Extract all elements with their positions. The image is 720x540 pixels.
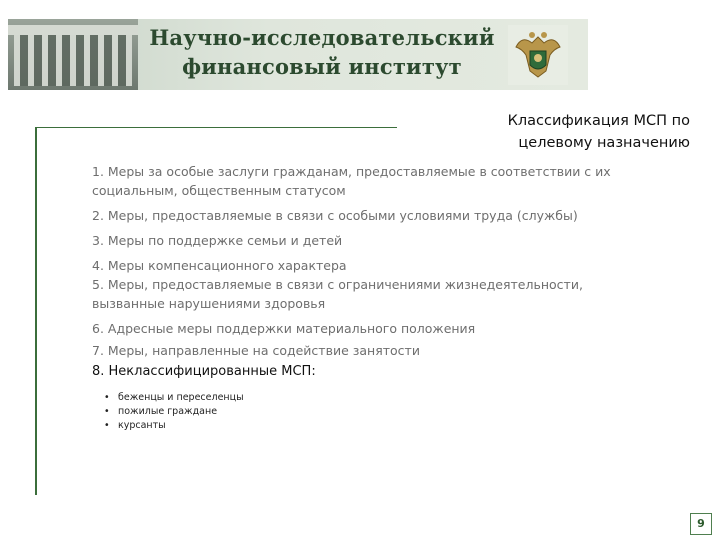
measures-list bbox=[92, 162, 652, 384]
list-item: 6. Адресные меры поддержки материального положения bbox=[92, 321, 476, 336]
institute-name-line2: финансовый институт bbox=[182, 54, 462, 79]
institute-name bbox=[142, 23, 502, 81]
institute-name-line1: Научно-исследовательский bbox=[149, 25, 495, 50]
list-item: 8. Неклассифицированные МСП: bbox=[92, 364, 316, 379]
bullet-icon: • bbox=[104, 420, 110, 431]
frame-top-line bbox=[35, 127, 397, 128]
list-item: 5. Меры, предоставляемые в связи с ограничениями жизнедеятельности, вызванные нарушениями здоровья bbox=[92, 277, 583, 311]
building-photo bbox=[8, 19, 138, 90]
slide-title-line1: Классификация МСП по bbox=[507, 113, 690, 129]
slide-title bbox=[390, 110, 690, 154]
sub-list-item bbox=[104, 405, 244, 419]
sub-list bbox=[104, 391, 244, 433]
slide-title-line2: целевому назначению bbox=[518, 135, 690, 151]
list-item: 1. Меры за особые заслуги гражданам, предоставляемые в соответствии с их социальным, общественным статусом bbox=[92, 164, 611, 198]
sub-list-item bbox=[104, 391, 244, 405]
bullet-icon: • bbox=[104, 392, 110, 403]
page-number: 9 bbox=[690, 513, 712, 535]
sub-item-label: беженцы и переселенцы bbox=[118, 392, 244, 403]
list-item: 7. Меры, направленные на содействие занятости bbox=[92, 343, 420, 358]
sub-list-item bbox=[104, 419, 244, 433]
list-item: 2. Меры, предоставляемые в связи с особыми условиями труда (службы) bbox=[92, 208, 578, 223]
sub-item-label: курсанты bbox=[118, 420, 166, 431]
bullet-icon: • bbox=[104, 406, 110, 417]
list-item: 4. Меры компенсационного характера bbox=[92, 258, 347, 273]
header-banner bbox=[8, 19, 588, 90]
list-item: 3. Меры по поддержке семьи и детей bbox=[92, 233, 343, 248]
sub-item-label: пожилые граждане bbox=[118, 406, 218, 417]
eagle-emblem-icon bbox=[508, 25, 568, 85]
frame-left-line bbox=[35, 127, 37, 495]
